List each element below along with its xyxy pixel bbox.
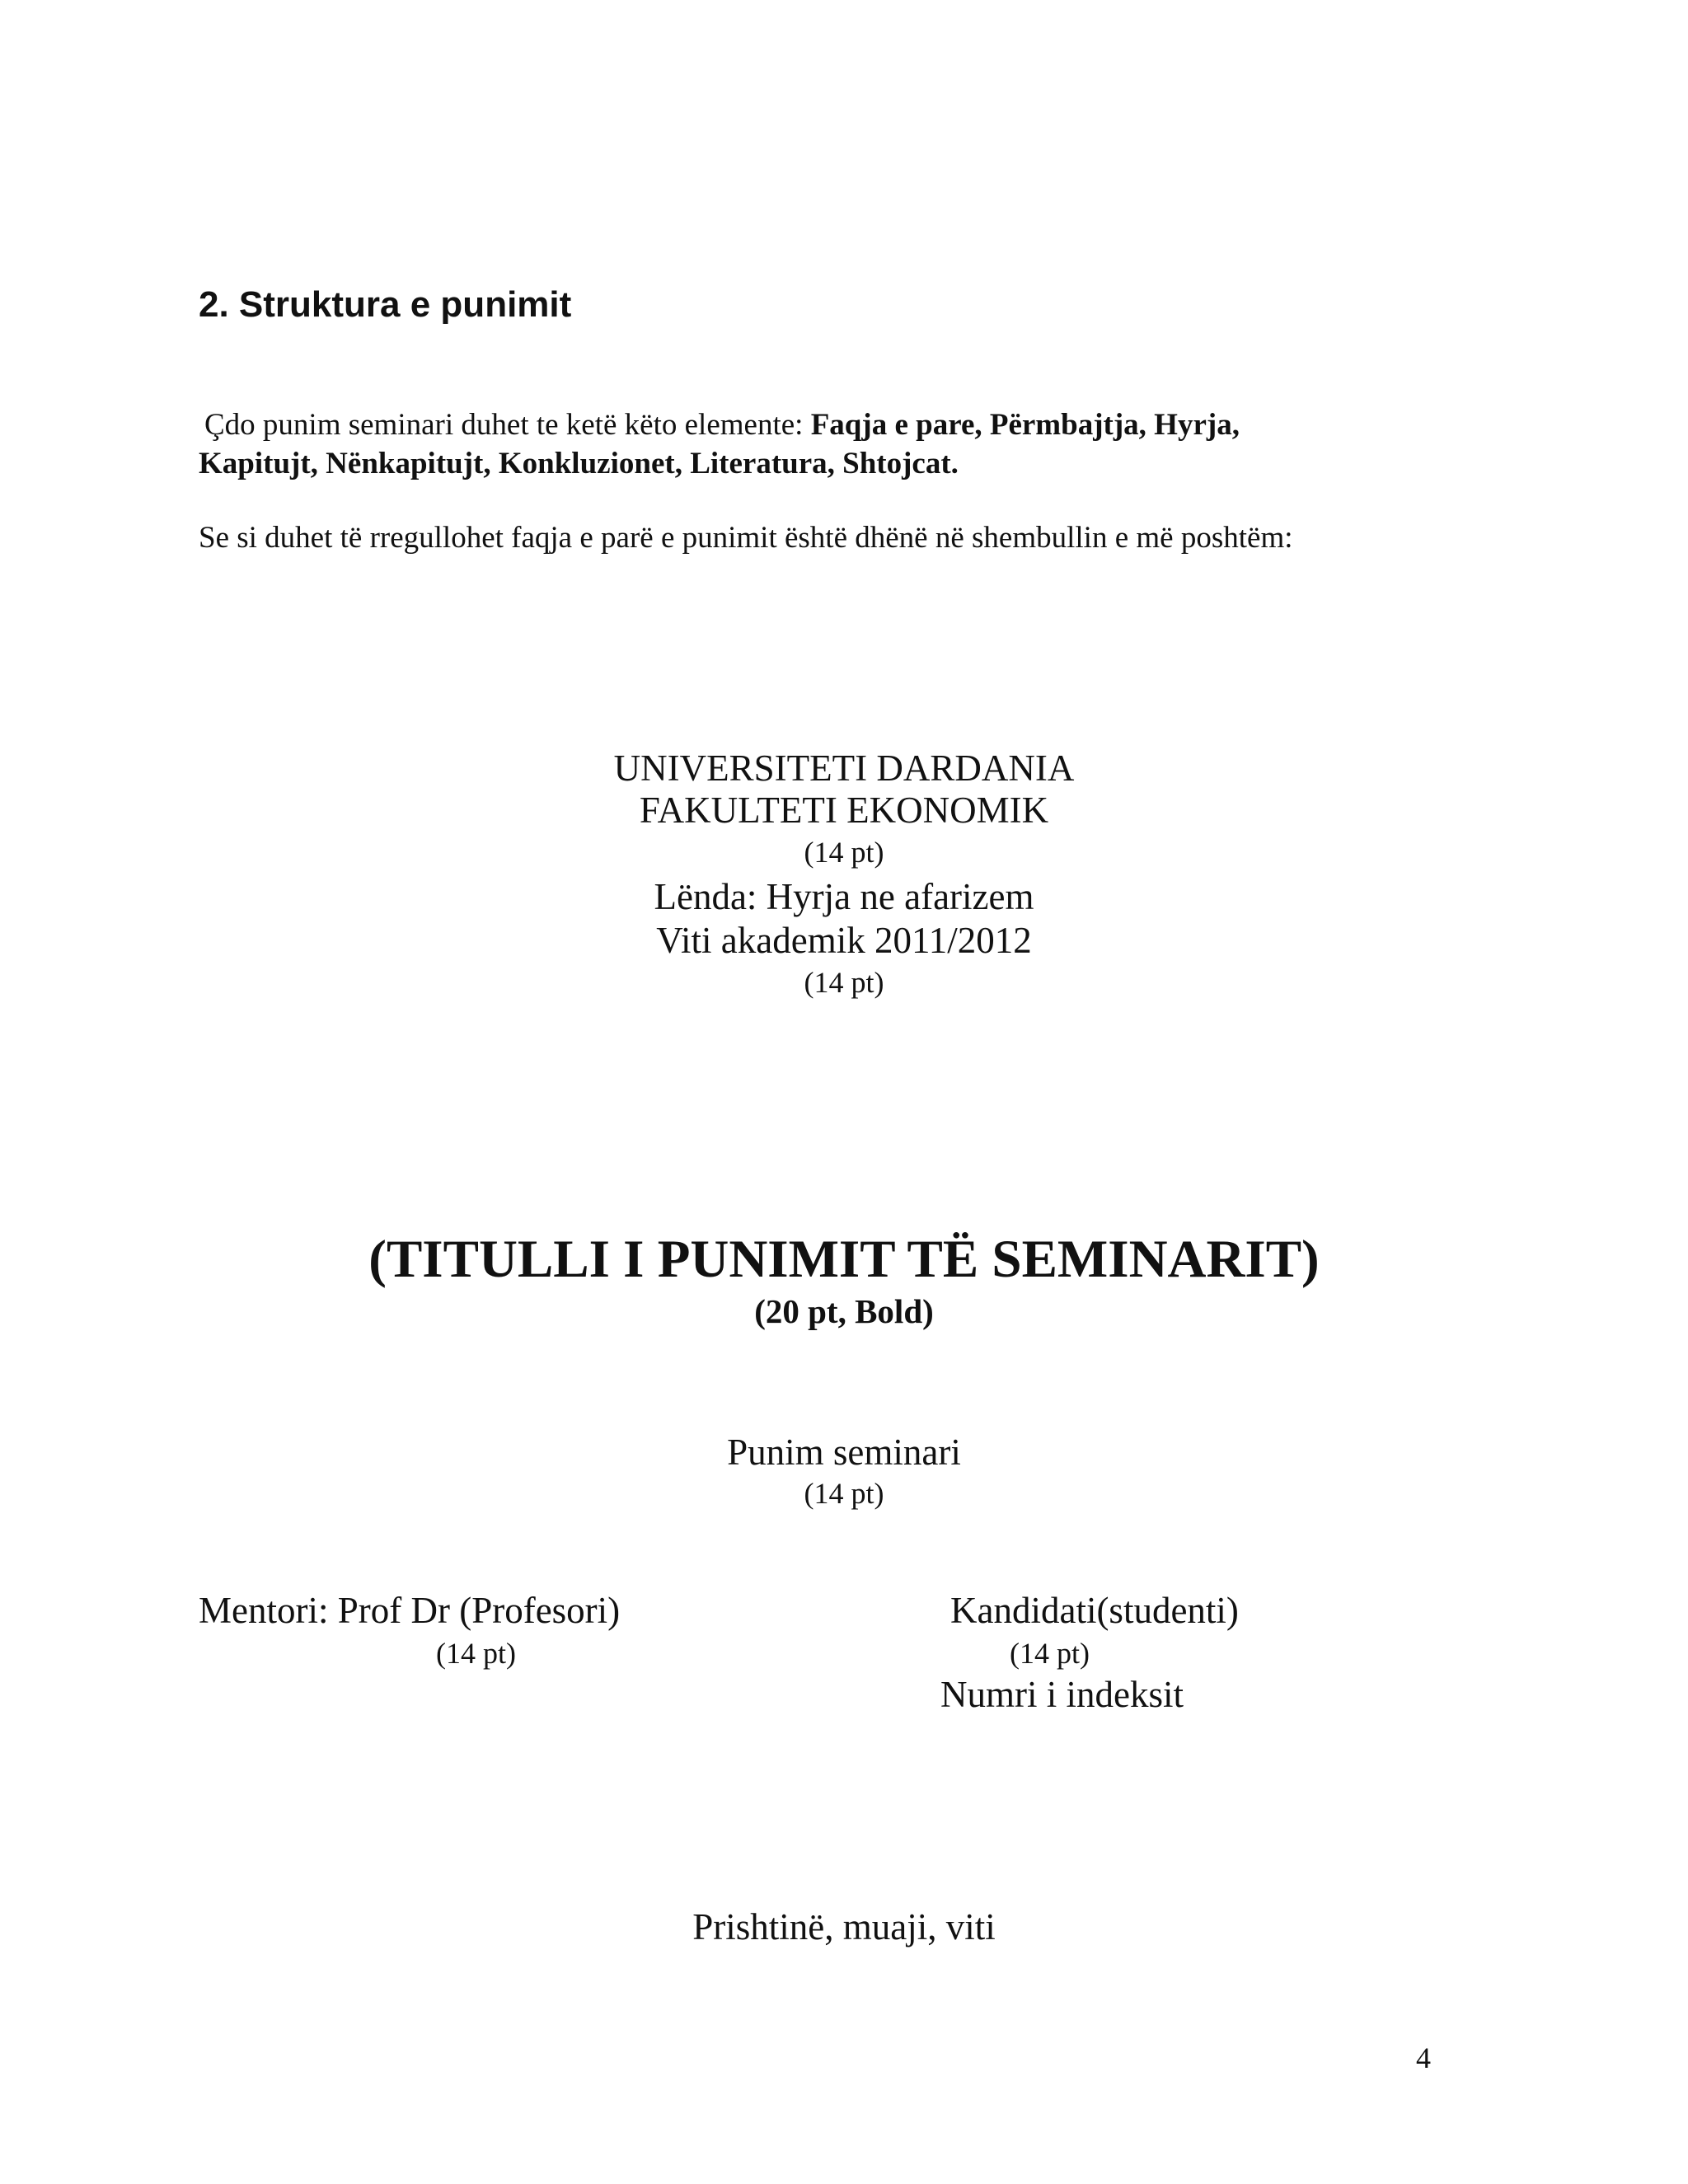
intro-line-1 <box>204 406 1240 444</box>
sample-candidate-note: (14 pt) <box>1010 1637 1090 1670</box>
sample-mentor-note: (14 pt) <box>436 1637 516 1670</box>
sample-place-date: Prishtinë, muaji, viti <box>692 1906 996 1947</box>
sample-university: UNIVERSITETI DARDANIA <box>613 748 1075 789</box>
section-heading: 2. Struktura e punimit <box>199 284 572 325</box>
sample-course: Lënda: Hyrja ne afarizem <box>654 876 1034 917</box>
intro-line-2: Kapitujt, Nënkapitujt, Konkluzionet, Literatura, Shtojcat. <box>199 447 959 480</box>
sample-mentor: Mentori: Prof Dr (Profesori) <box>199 1590 621 1631</box>
sample-size-note: (14 pt) <box>804 1477 884 1510</box>
intro-line-1-plain: Çdo punim seminari duhet te ketë këto elemente: <box>204 408 811 442</box>
intro-line-3: Se si duhet të rregullohet faqja e parë e punimit është dhënë në shembullin e më poshtëm: <box>199 521 1293 555</box>
sample-work-type: Punim seminari <box>727 1432 961 1473</box>
sample-candidate: Kandidati(studenti) <box>950 1590 1239 1631</box>
intro-line-1-bold: Faqja e pare, Përmbajtja, Hyrja, <box>810 408 1240 442</box>
sample-title: (TITULLI I PUNIMIT TË SEMINARIT) <box>368 1230 1320 1289</box>
sample-title-note: (20 pt, Bold) <box>754 1292 934 1330</box>
sample-size-note: (14 pt) <box>804 966 884 999</box>
sample-faculty: FAKULTETI EKONOMIK <box>639 790 1049 831</box>
sample-index-number: Numri i indeksit <box>940 1674 1184 1715</box>
sample-size-note: (14 pt) <box>804 836 884 869</box>
sample-academic-year: Viti akademik 2011/2012 <box>656 920 1032 961</box>
page-number: 4 <box>1416 2041 1431 2074</box>
